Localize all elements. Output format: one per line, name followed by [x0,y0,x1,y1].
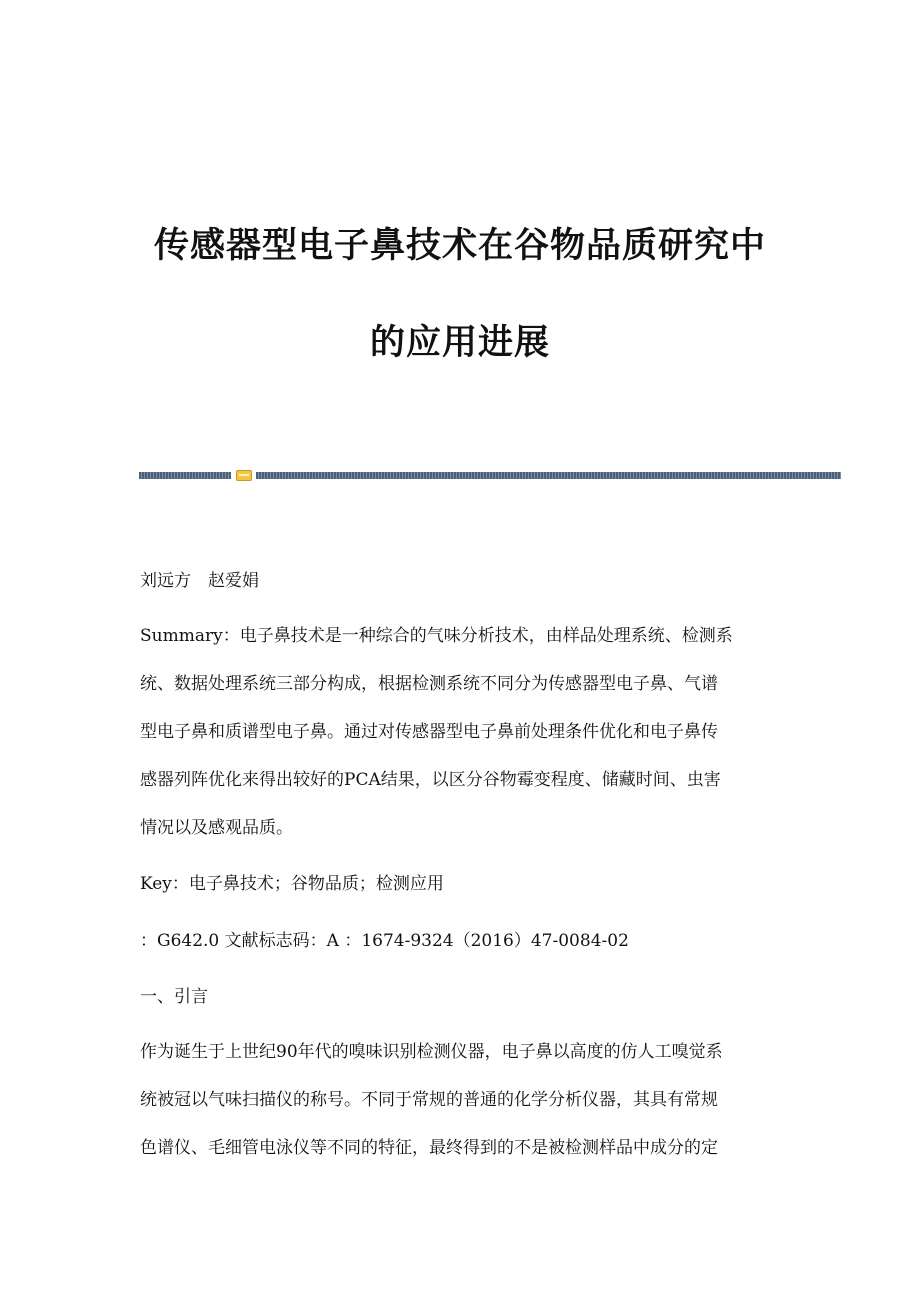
keywords: Key：电子鼻技术；谷物品质；检测应用 [140,874,444,894]
divider-bar-left [139,472,231,479]
document-title-line-1: 传感器型电子鼻技术在谷物品质研究中 [153,226,766,266]
section-heading: 一、引言 [140,987,208,1007]
summary-line: Summary：电子鼻技术是一种综合的气味分析技术，由样品处理系统、检测系 [140,626,733,646]
summary-line: 型电子鼻和质谱型电子鼻。通过对传感器型电子鼻前处理条件优化和电子鼻传 [140,722,718,742]
classification-code: ：G642.0 文献标志码：A ：1674-9324（2016）47-0084-02 [140,931,629,951]
body-line: 色谱仪、毛细管电泳仪等不同的特征，最终得到的不是被检测样品中成分的定 [140,1138,718,1158]
divider-bar-right [256,472,841,479]
body-line: 统被冠以气味扫描仪的称号。不同于常规的普通的化学分析仪器，其具有常规 [140,1090,718,1110]
title-divider [139,470,841,480]
authors: 刘远方 赵爱娟 [140,571,259,591]
divider-emblem-icon [236,470,252,481]
summary-line: 感器列阵优化来得出较好的PCA结果，以区分谷物霉变程度、储藏时间、虫害 [140,770,721,790]
summary-line: 情况以及感观品质。 [140,818,293,838]
body-line: 作为诞生于上世纪90年代的嗅味识别检测仪器，电子鼻以高度的仿人工嗅觉系 [140,1042,723,1062]
document-title-line-2: 的应用进展 [369,323,550,363]
summary-line: 统、数据处理系统三部分构成，根据检测系统不同分为传感器型电子鼻、气谱 [140,674,718,694]
